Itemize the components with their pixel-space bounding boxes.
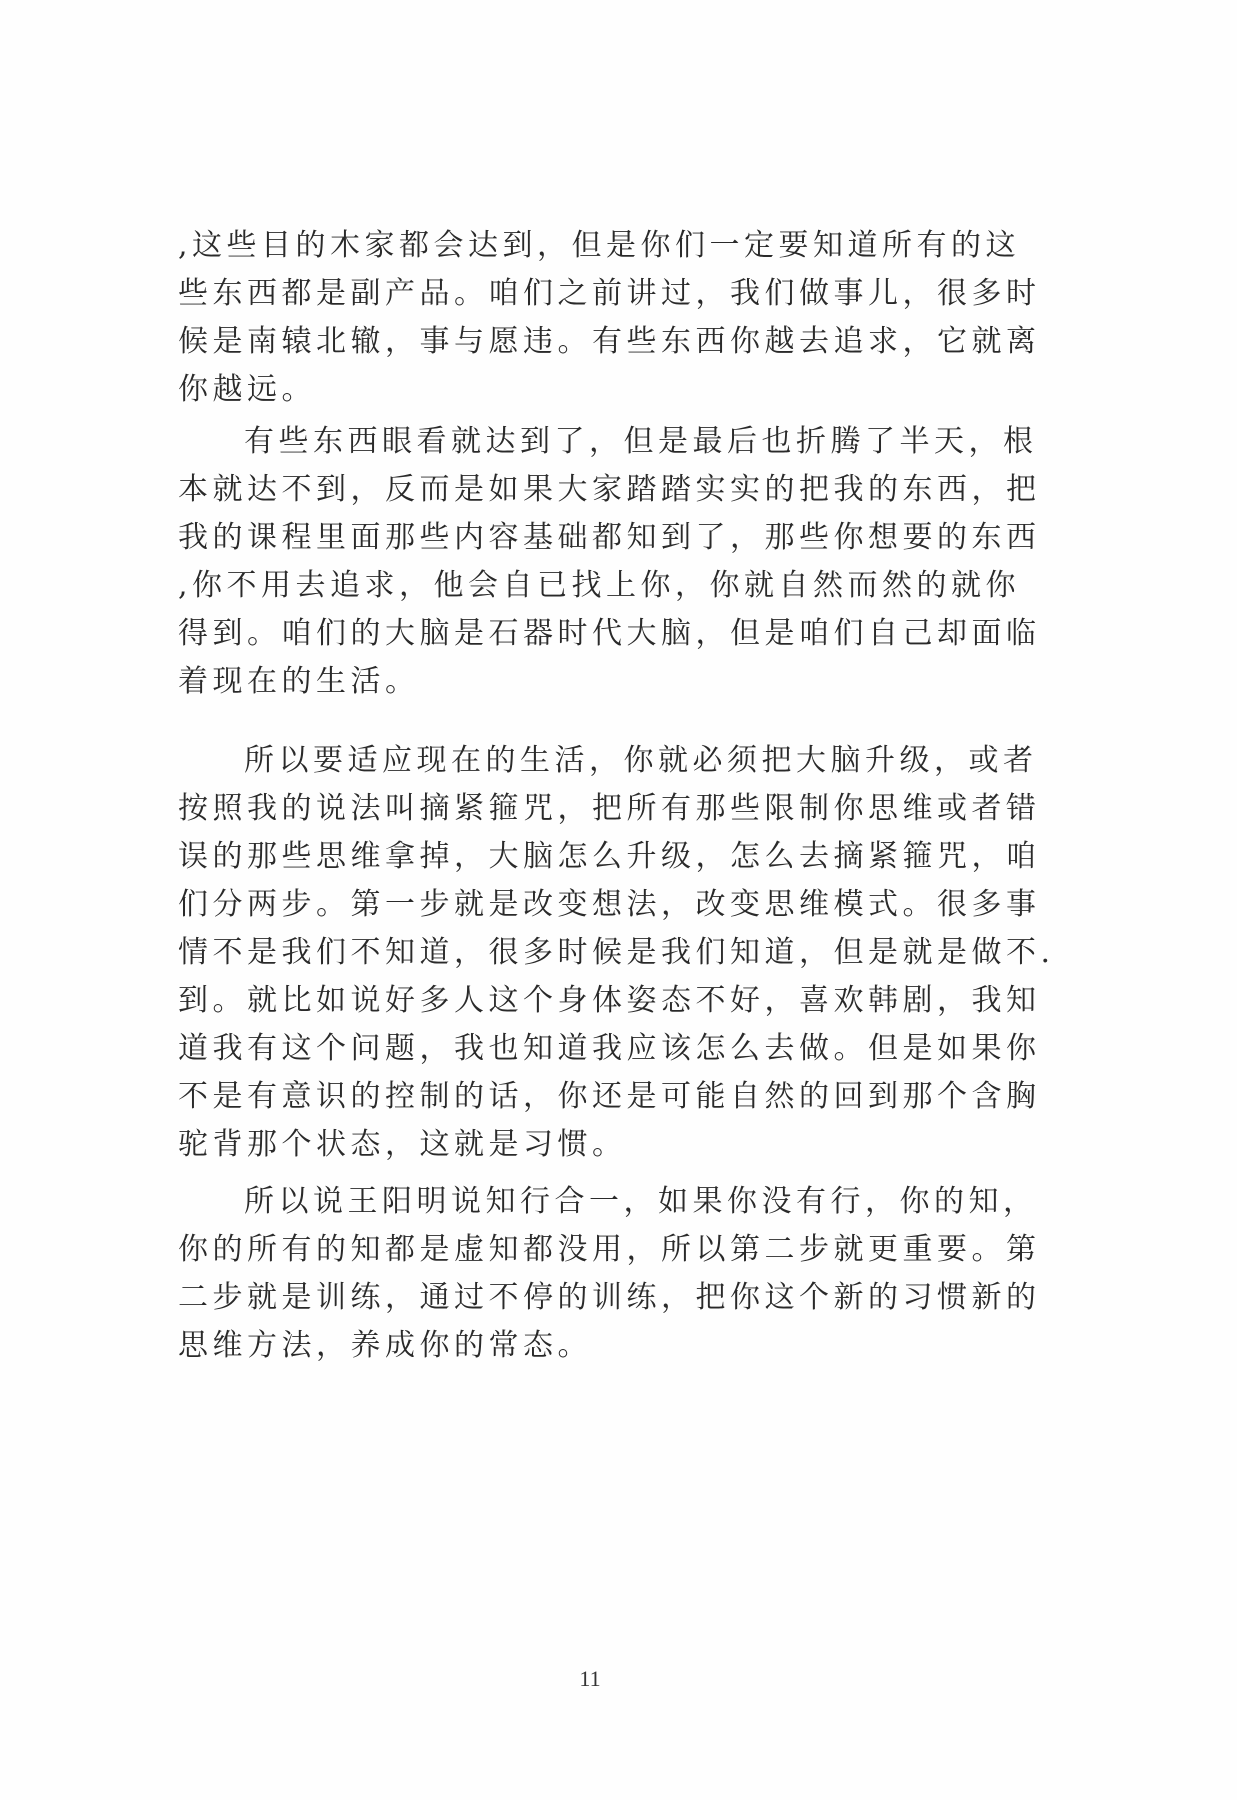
text-line: 按照我的说法叫摘紧箍咒，把所有那些限制你思维或者错 (178, 791, 1041, 826)
text-line: 二步就是训练，通过不停的训练，把你这个新的习惯新的 (178, 1280, 1041, 1315)
text-line: 到。就比如说好多人这个身体姿态不好，喜欢韩剧，我知 (178, 983, 1041, 1018)
paragraph-2 (178, 418, 1058, 706)
text-line: 些东西都是副产品。咱们之前讲过，我们做事儿，很多时 (178, 276, 1041, 311)
text-line: 驼背那个状态，这就是习惯。 (178, 1127, 627, 1162)
text-line: 不是有意识的控制的话，你还是可能自然的回到那个含胸 (178, 1079, 1041, 1114)
text-line: ,这些目的木家都会达到，但是你们一定要知道所有的这 (178, 228, 1021, 263)
text-line: 思维方法，养成你的常态。 (178, 1328, 592, 1363)
text-line: 有些东西眼看就达到了，但是最后也折腾了半天，根 (244, 424, 1038, 459)
text-line: 本就达不到，反而是如果大家踏踏实实的把我的东西，把 (178, 472, 1041, 507)
text-line: 你越远。 (178, 372, 316, 407)
text-line: 候是南辕北辙，事与愿违。有些东西你越去追求，它就离 (178, 324, 1041, 359)
paragraph-3 (178, 737, 1058, 1169)
text-line: 得到。咱们的大脑是石器时代大脑，但是咱们自己却面临 (178, 616, 1041, 651)
text-line: ,你不用去追求，他会自已找上你，你就自然而然的就你 (178, 568, 1021, 603)
text-line: 情不是我们不知道，很多时候是我们知道，但是就是做不. (178, 935, 1055, 970)
paragraph-4 (178, 1178, 1058, 1370)
paragraph-1 (178, 222, 1058, 414)
text-line: 所以说王阳明说知行合一，如果你没有行，你的知， (244, 1184, 1038, 1219)
text-line: 们分两步。第一步就是改变想法，改变思维模式。很多事 (178, 887, 1041, 922)
text-line: 着现在的生活。 (178, 664, 420, 699)
text-line: 你的所有的知都是虚知都没用，所以第二步就更重要。第 (178, 1232, 1041, 1267)
page-number: 11 (579, 1666, 601, 1691)
text-line: 误的那些思维拿掉，大脑怎么升级，怎么去摘紧箍咒，咱 (178, 839, 1041, 874)
text-line: 道我有这个问题，我也知道我应该怎么去做。但是如果你 (178, 1031, 1041, 1066)
text-line: 我的课程里面那些内容基础都知到了，那些你想要的东西 (178, 520, 1041, 555)
text-line: 所以要适应现在的生活，你就必须把大脑升级，或者 (244, 743, 1038, 778)
